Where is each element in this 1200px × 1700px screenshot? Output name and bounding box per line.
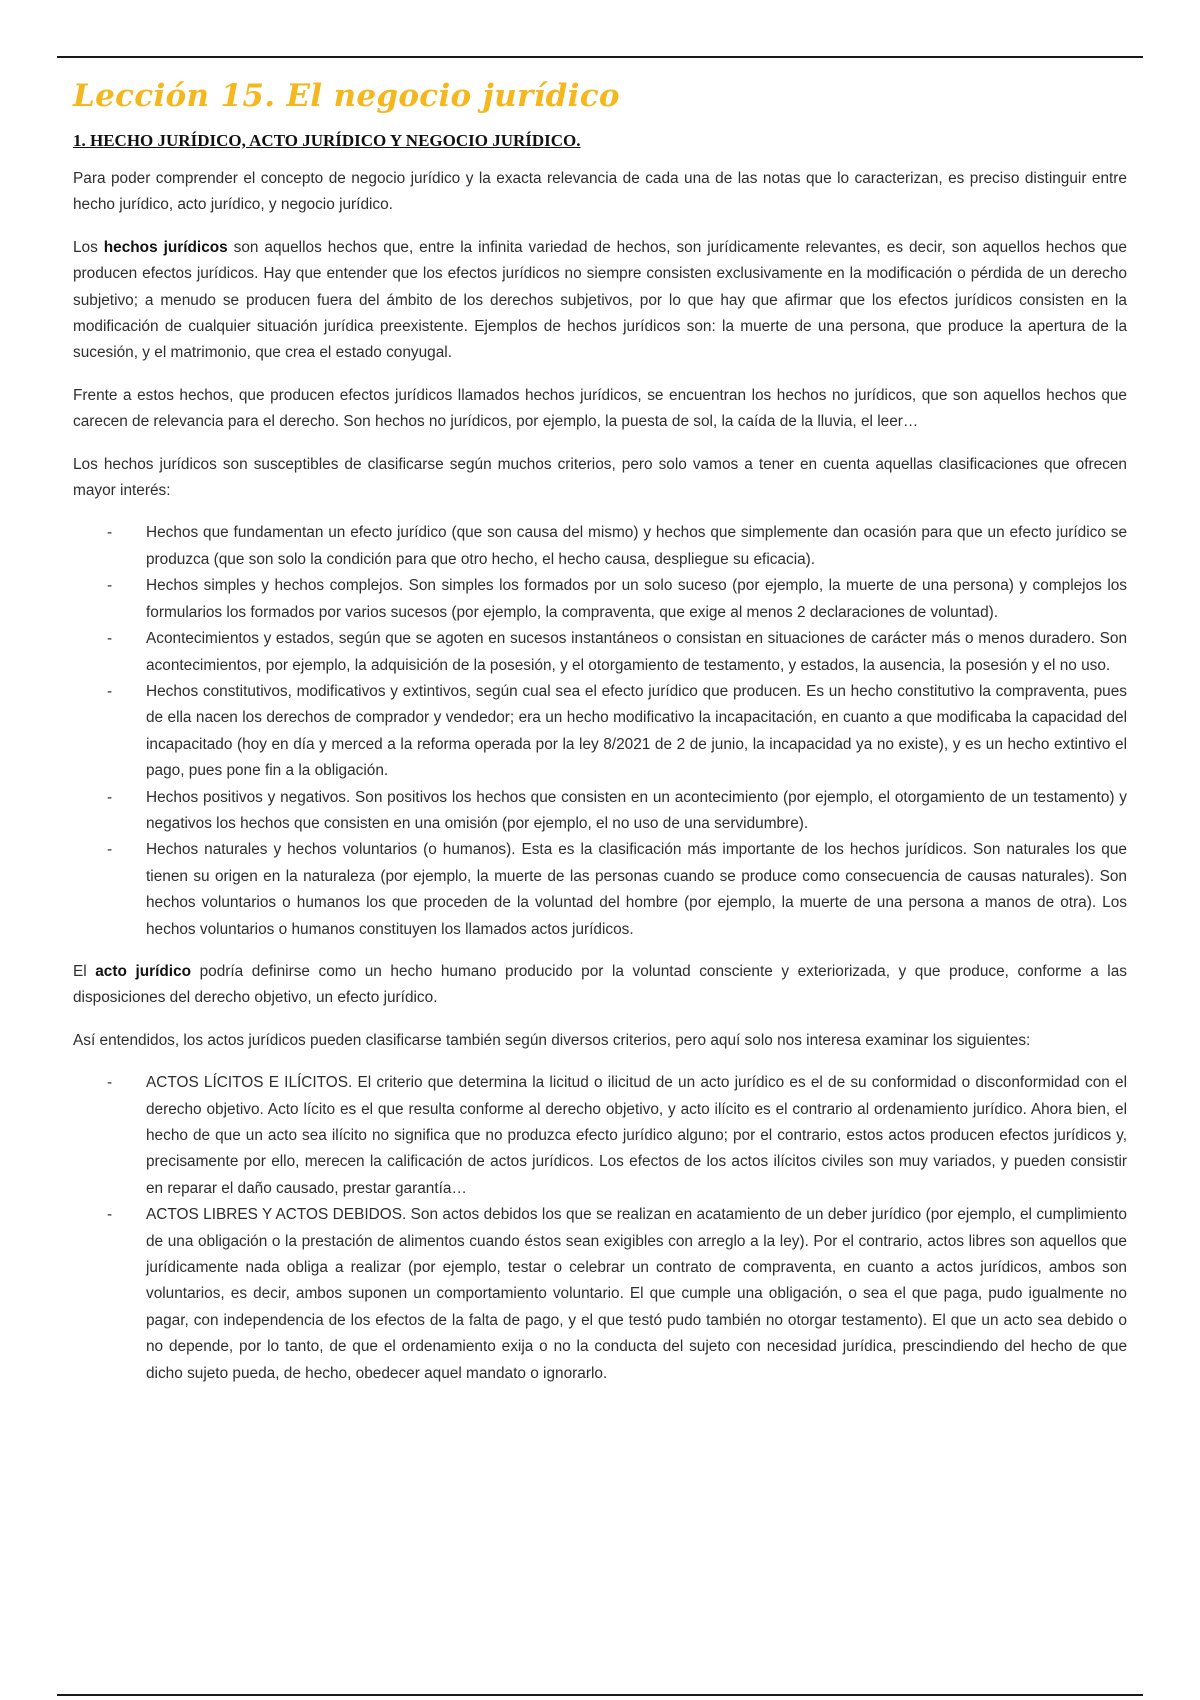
- list-clasificacion-hechos: [73, 520, 1127, 943]
- paragraph-acto-juridico: [73, 959, 1127, 1012]
- paragraph-hechos-no-juridicos: Frente a estos hechos, que producen efectos jurídicos llamados hechos jurídicos, se encuentran los hechos no jurídicos, que son aquellos hechos que carecen de relevancia para el derecho. Son hechos no jurídicos, por ejemplo, la puesta de sol, la caída de la lluvia, el leer…: [73, 386, 1127, 431]
- list-item: - Hechos constitutivos, modificativos y extintivos, según cual sea el efecto jurídico que producen. Es un hecho constitutivo la compraventa, pues de ella nacen los derechos de comprador y vendedor; era un hecho modificativo la incapacitación, en cuanto a que modificaba la capacidad del incapacitado (hoy en día y merced a la reforma operada por la ley 8/2021 de 2 de junio, la incapacidad ya no existe), y es un hecho extintivo el pago, pues pone fin a la obligación.: [73, 679, 1127, 785]
- list-item: - ACTOS LÍCITOS E ILÍCITOS. El criterio que determina la licitud o ilicitud de un acto jurídico es el de su conformidad o disconformidad con el derecho objetivo. Acto lícito es el que resulta conforme al derecho objetivo, y acto ilícito es el contrario al ordenamiento jurídico. Ahora bien, el hecho de que un acto sea ilícito no significa que no produzca efecto jurídico alguno; por el contrario, estos actos producen efectos jurídicos y, precisamente por ello, merecen la calificación de actos jurídicos. Los efectos de los actos ilícitos civiles son muy variados, y pueden consistir en reparar el daño causado, prestar garantía…: [73, 1070, 1127, 1202]
- list-clasificacion-actos: [73, 1070, 1127, 1387]
- term-acto-juridico: acto jurídico: [95, 962, 192, 980]
- document-page: [73, 74, 1127, 1403]
- p2-text-before: Los: [73, 238, 104, 256]
- lesson-title: Lección 15. El negocio jurídico: [73, 78, 620, 114]
- list-item: - Acontecimientos y estados, según que se agoten en sucesos instantáneos o consistan en situaciones de carácter más o menos duradero. Son acontecimientos, por ejemplo, la adquisición de la posesión, y el otorgamiento de testamento, y estados, la ausencia, la posesión y el no uso.: [73, 626, 1127, 679]
- paragraph-hechos-juridicos: [73, 235, 1127, 367]
- paragraph-intro: Para poder comprender el concepto de negocio jurídico y la exacta relevancia de cada una de las notas que lo caracterizan, es preciso distinguir entre hecho jurídico, acto jurídico, y negocio jurídico.: [73, 170, 1127, 214]
- list-item: - ACTOS LIBRES Y ACTOS DEBIDOS. Son actos debidos los que se realizan en acatamiento de un deber jurídico (por ejemplo, el cumplimiento de una obligación o la prestación de alimentos cuando éstos sean exigibles con arreglo a la ley). Por el contrario, actos libres son aquellos que jurídicamente nada obliga a realizar (por ejemplo, testar o celebrar un contrato de compraventa, en cuanto a actos jurídicos, ambos son voluntarios, es decir, ambos suponen un comportamiento voluntario. El que cumple una obligación, o sea el que paga, pudo igualmente no pagar, con independencia de los efectos de la falta de pago, y el que testó pudo también no otorgar testamento). El que un acto sea debido o no depende, por lo tanto, de que el ordenamiento exija o no la conducta del sujeto con necesidad jurídica, prescindiendo del hecho de que dicho sujeto pueda, de hecho, obedecer aquel mandato o ignorarlo.: [73, 1202, 1127, 1387]
- paragraph-clasificaciones: Los hechos jurídicos son susceptibles de clasificarse según muchos criterios, pero solo vamos a tener en cuenta aquellas clasificaciones que ofrecen mayor interés:: [73, 455, 1127, 500]
- list-item: - Hechos positivos y negativos. Son positivos los hechos que consisten en un acontecimiento (por ejemplo, el otorgamiento de un testamento) y negativos los hechos que consisten en una omisión (por ejemplo, el no uso de una servidumbre).: [73, 785, 1127, 838]
- p5-text-after: podría definirse como un hecho humano producido por la voluntad consciente y exteriorizada, y que produce, conforme a las disposiciones del derecho objetivo, un efecto jurídico.: [73, 962, 1127, 1007]
- p2-text-after: son aquellos hechos que, entre la infinita variedad de hechos, son jurídicamente relevantes, es decir, son aquellos hechos que producen efectos jurídicos. Hay que entender que los efectos jurídicos no siempre consisten exclusivamente en la modificación o pérdida de un derecho subjetivo; a menudo se producen fuera del ámbito de los derechos subjetivos, por lo que hay que afirmar que los efectos jurídicos consisten en la modificación de cualquier situación jurídica preexistente. Ejemplos de hechos jurídicos son: la muerte de una persona, que produce la apertura de la sucesión, y el matrimonio, que crea el estado conyugal.: [73, 238, 1127, 362]
- list-item: - Hechos naturales y hechos voluntarios (o humanos). Esta es la clasificación más importante de los hechos jurídicos. Son naturales los que tienen su origen en la naturaleza (por ejemplo, la muerte de las personas cuando se produce como consecuencia de causas naturales). Son hechos voluntarios o humanos los que proceden de la voluntad del hombre (por ejemplo, la muerte de una persona a manos de otra). Los hechos voluntarios o humanos constituyen los llamados actos jurídicos.: [73, 837, 1127, 943]
- section-heading: 1. HECHO JURÍDICO, ACTO JURÍDICO Y NEGOCIO JURÍDICO.: [73, 131, 581, 150]
- list-item: - Hechos simples y hechos complejos. Son simples los formados por un solo suceso (por ejemplo, la muerte de una persona) y complejos los formularios los formados por varios sucesos (por ejemplo, la compraventa, que exige al menos 2 declaraciones de voluntad).: [73, 573, 1127, 626]
- paragraph-clasificacion-actos: Así entendidos, los actos jurídicos pueden clasificarse también según diversos criterios, pero aquí solo nos interesa examinar los siguientes:: [73, 1031, 1031, 1049]
- top-rule: [57, 56, 1143, 58]
- list-item: - Hechos que fundamentan un efecto jurídico (que son causa del mismo) y hechos que simplemente dan ocasión para que un efecto jurídico se produzca (que son solo la condición para que otro hecho, el hecho causa, despliegue su eficacia).: [73, 520, 1127, 573]
- p5-text-before: El: [73, 962, 96, 980]
- bottom-rule: [57, 1694, 1143, 1696]
- term-hechos-juridicos: hechos jurídicos: [103, 238, 228, 256]
